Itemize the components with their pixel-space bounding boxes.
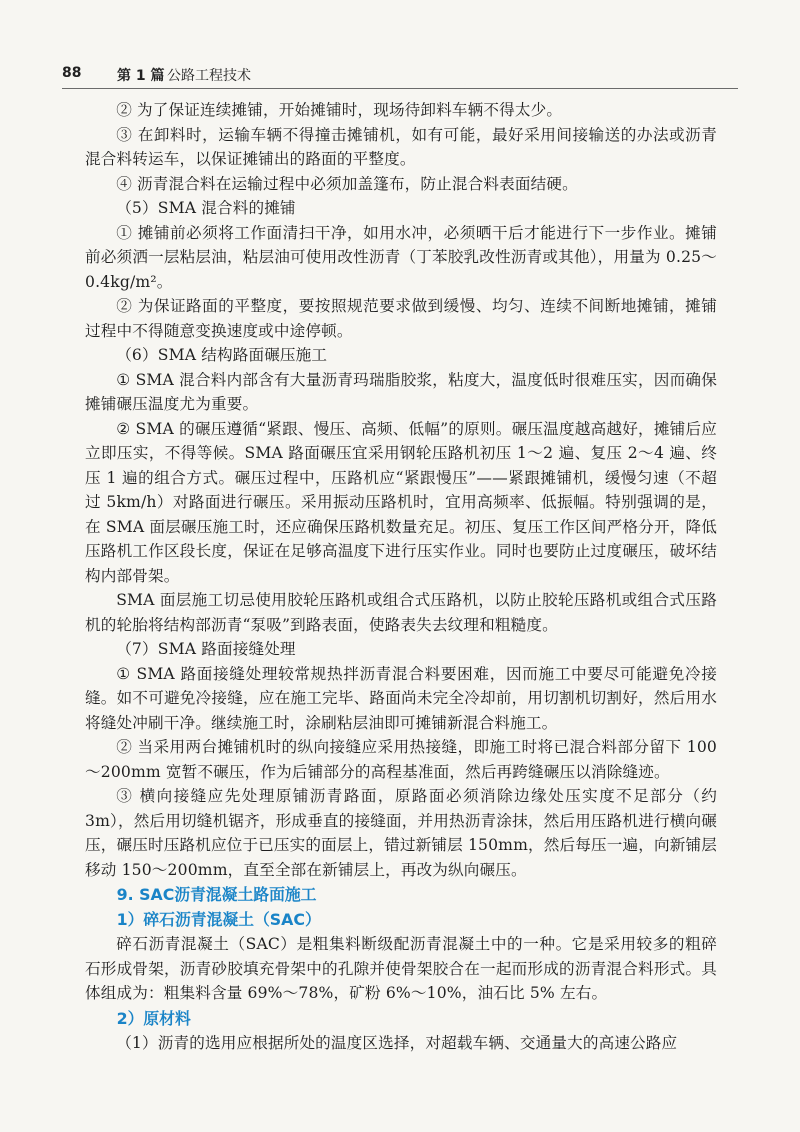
paragraph: SMA 面层施工切忌使用胶轮压路机或组合式压路机，以防止胶轮压路机或组合式压路机的轮胎将结构部沥青“泵吸”到路表面，使路表失去纹理和粗糙度。 — [85, 591, 717, 634]
paragraph: 碎石沥青混凝土（SAC）是粗集料断级配沥青混凝土中的一种。它是采用较多的粗碎石形成骨架，沥青砂胶填充骨架中的孔隙并使骨架胶合在一起而形成的沥青混合料形式。具体组成为：粗集料含量 69%～78%，矿粉 6%～10%，油石比 5% 左右。 — [85, 935, 717, 1002]
paragraph: （1）沥青的选用应根据所处的温度区选择，对超载车辆、交通量大的高速公路应 — [116, 1033, 678, 1052]
paragraph: ① 摊铺前必须将工作面清扫干净，如用水冲，必须晒干后才能进行下一步作业。摊铺前必须洒一层粘层油，粘层油可使用改性沥青（丁苯胶乳改性沥青或其他），用量为 0.25～0.4kg/m²。 — [85, 223, 717, 291]
paragraph: ① SMA 混合料内部含有大量沥青玛瑞脂胶浆，粘度大，温度低时很难压实，因而确保摊铺碾压温度尤为重要。 — [85, 370, 717, 413]
chapter-label: 第 1 篇 — [117, 68, 165, 84]
section-title: 公路工程技术 — [167, 68, 251, 84]
page-number: 88 — [62, 65, 82, 81]
paragraph: ② SMA 的碾压遵循“紧跟、慢压、高频、低幅”的原则。碾压温度越高越好，摊铺后应立即压实，不得等候。SMA 路面碾压宜采用钢轮压路机初压 1～2 遍、复压 2～4 遍、终压 1 遍的组合方式。碾压过程中，压路机应“紧跟慢压”——紧跟摊铺机，缓慢匀速（不超过 5km/h）对路面进行碾压。采用振动压路机时，宜用高频率、低振幅。特别强调的是，在 SMA 面层碾压施工时，还应确保压路机数量充足。初压、复压工作区间严格分开，降低压路机工作区段长度，保证在足够高温度下进行压实作业。同时也要防止过度碾压，破坏结构内部骨架。 — [85, 419, 717, 585]
section-heading: 9. SAC沥青混凝土路面施工 — [116, 885, 317, 904]
paragraph: ② 当采用两台摊铺机时的纵向接缝应采用热接缝，即施工时将已混合料部分留下 100～200mm 宽暂不碾压，作为后铺部分的高程基准面，然后再跨缝碾压以消除缝迹。 — [85, 738, 717, 781]
subheading: （6）SMA 结构路面碾压施工 — [116, 346, 328, 364]
page-body — [85, 98, 717, 1055]
paragraph: ④ 沥青混合料在运输过程中必须加盖篷布，防止混合料表面结硬。 — [116, 174, 578, 193]
subsection-heading: 2）原材料 — [116, 1008, 191, 1028]
paragraph: ② 为了保证连续摊铺，开始摊铺时，现场待卸料车辆不得太少。 — [116, 101, 563, 119]
paragraph: ① SMA 路面接缝处理较常规热拌沥青混合料要困难，因而施工中要尽可能避免冷接缝。如不可避免冷接缝，应在施工完毕、路面尚未完全冷却前，用切割机切割好，然后用水将缝处冲刷干净。继续施工时，涂刷粘层油即可摊铺新混合料施工。 — [85, 664, 717, 732]
paragraph: ③ 横向接缝应先处理原铺沥青路面，原路面必须消除边缘处压实度不足部分（约 3m），然后用切缝机锯齐，形成垂直的接缝面，并用热沥青涂抹，然后用压路机进行横向碾压，碾压时压路机应位于已压实的面层上，错过新铺层 150mm，然后每压一遍，向新铺层移动 150～200mm，直至全部在新铺层上，再改为纵向碾压。 — [85, 787, 717, 879]
page-header — [62, 62, 738, 89]
subheading: （5）SMA 混合料的摊铺 — [116, 199, 296, 217]
paragraph: ③ 在卸料时，运输车辆不得撞击摊铺机，如有可能，最好采用间接输送的办法或沥青混合料转运车，以保证摊铺出的路面的平整度。 — [85, 125, 717, 168]
subsection-heading: 1）碎石沥青混凝土（SAC） — [116, 910, 321, 929]
paragraph: ② 为保证路面的平整度，要按照规范要求做到缓慢、均匀、连续不间断地摊铺，摊铺过程中不得随意变换速度或中途停顿。 — [85, 297, 717, 340]
subheading: （7）SMA 路面接缝处理 — [116, 640, 296, 658]
